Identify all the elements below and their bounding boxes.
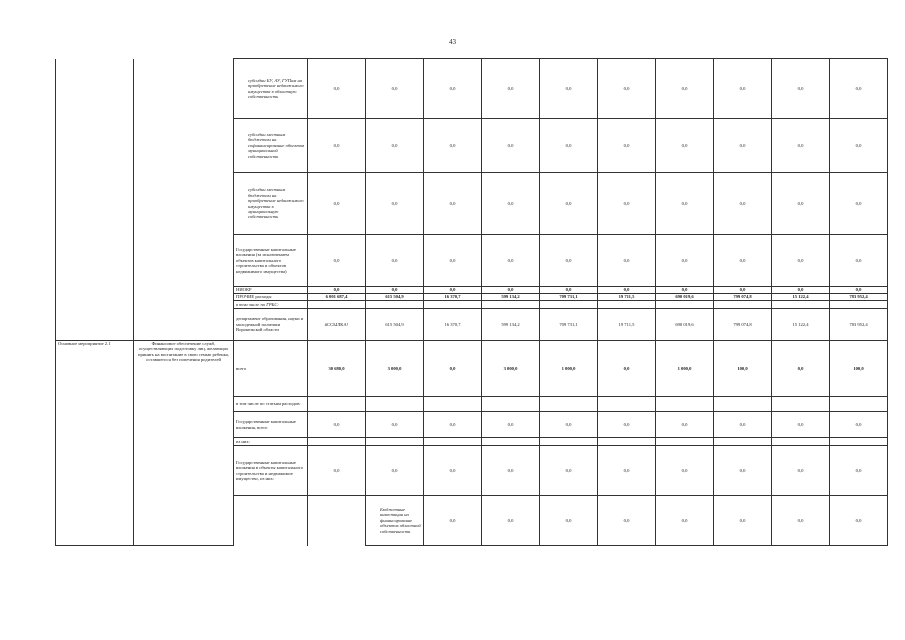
value-cell: 0,0 (830, 446, 888, 496)
row-label: Бюджетные инвестиции на финансирование объектов областной собственности (366, 496, 424, 546)
value-cell (830, 301, 888, 309)
value-cell: 0,0 (598, 412, 656, 438)
value-cell: 0,0 (482, 496, 540, 546)
value-cell: 0,0 (714, 412, 772, 438)
value-cell: 0,0 (366, 235, 424, 287)
value-cell: 0,0 (772, 119, 830, 173)
value-cell: 0,0 (772, 287, 830, 294)
value-cell: 16 370,7 (424, 294, 482, 301)
value-cell: 0,0 (772, 412, 830, 438)
value-cell: 0,0 (540, 496, 598, 546)
value-cell (598, 301, 656, 309)
value-cell: 6 001 687,4 (308, 294, 366, 301)
value-cell: 0,0 (308, 446, 366, 496)
value-cell: 0,0 (424, 119, 482, 173)
table-row (56, 341, 888, 397)
value-cell: 0,0 (772, 173, 830, 235)
row-label: НИОКР (234, 287, 308, 294)
value-cell: 0,0 (482, 446, 540, 496)
row-label: Государственные капитальные вложения в объекты капитального строительства и недвижимое имущество, из них: (234, 446, 308, 496)
value-cell: 709 731,1 (540, 309, 598, 341)
value-cell: 15 122,4 (772, 309, 830, 341)
row-label: из них: (234, 438, 308, 446)
value-cell: 0,0 (598, 235, 656, 287)
value-cell: 0,0 (830, 119, 888, 173)
value-cell: 615 504,9 (366, 309, 424, 341)
value-cell: 783 952,4 (830, 309, 888, 341)
value-cell: 0,0 (424, 412, 482, 438)
row-label: субсидии местным бюджетам на софинансирование объектов муниципальной собственности (234, 119, 308, 173)
value-cell: 0,0 (540, 173, 598, 235)
value-cell: 0,0 (482, 412, 540, 438)
value-cell: 0,0 (772, 446, 830, 496)
event-name-cell-empty (308, 496, 366, 546)
value-cell: 0,0 (598, 341, 656, 397)
value-cell: 0,0 (540, 59, 598, 119)
value-cell: 0,0 (772, 341, 830, 397)
value-cell (540, 397, 598, 412)
value-cell: 0,0 (656, 119, 714, 173)
value-cell (366, 397, 424, 412)
value-cell: 615 504,9 (366, 294, 424, 301)
value-cell: 0,0 (308, 412, 366, 438)
value-cell: #ССЫЛКА! (308, 309, 366, 341)
value-cell (830, 397, 888, 412)
value-cell (598, 397, 656, 412)
value-cell: 783 952,4 (830, 294, 888, 301)
value-cell: 0,0 (714, 59, 772, 119)
value-cell: 0,0 (598, 59, 656, 119)
value-cell: 0,0 (714, 119, 772, 173)
value-cell: 0,0 (598, 287, 656, 294)
value-cell: 0,0 (424, 496, 482, 546)
event-code-cell-empty (56, 59, 134, 341)
row-label: всего (234, 341, 308, 397)
value-cell: 0,0 (424, 341, 482, 397)
row-label: департамент образования, науки и молодежной политики Воронежской области (234, 309, 308, 341)
value-cell: 0,0 (656, 235, 714, 287)
value-cell (772, 397, 830, 412)
value-cell: 0,0 (308, 59, 366, 119)
value-cell: 0,0 (714, 446, 772, 496)
value-cell (366, 301, 424, 309)
value-cell (598, 438, 656, 446)
value-cell (424, 438, 482, 446)
value-cell: 690 019,6 (656, 309, 714, 341)
value-cell: 0,0 (366, 446, 424, 496)
value-cell: 709 731,1 (540, 294, 598, 301)
value-cell (772, 301, 830, 309)
value-cell (482, 301, 540, 309)
value-cell: 0,0 (308, 119, 366, 173)
value-cell: 0,0 (366, 119, 424, 173)
value-cell: 0,0 (540, 287, 598, 294)
value-cell: 0,0 (598, 173, 656, 235)
value-cell: 0,0 (656, 446, 714, 496)
value-cell: 0,0 (308, 235, 366, 287)
value-cell: 0,0 (598, 496, 656, 546)
value-cell (308, 301, 366, 309)
value-cell (308, 438, 366, 446)
value-cell: 0,0 (714, 287, 772, 294)
value-cell: 3 000,0 (366, 341, 424, 397)
value-cell (830, 438, 888, 446)
event-code-cell-empty (234, 496, 308, 546)
value-cell: 0,0 (598, 119, 656, 173)
value-cell: 0,0 (424, 446, 482, 496)
value-cell: 30 680,0 (308, 341, 366, 397)
value-cell: 0,0 (656, 412, 714, 438)
event-name: Финансовое обеспечение служб, осуществляющих подготовку лиц, желающих принять на воспитание в свою семью ребенка, оставшегося без попечения родителей (134, 341, 234, 546)
value-cell: 0,0 (540, 119, 598, 173)
value-cell: 0,0 (424, 59, 482, 119)
value-cell (540, 301, 598, 309)
value-cell: 0,0 (482, 287, 540, 294)
value-cell: 0,0 (366, 59, 424, 119)
value-cell: 0,0 (830, 235, 888, 287)
value-cell: 0,0 (656, 496, 714, 546)
event-name-cell-empty (134, 59, 234, 341)
row-label: субсидии БУ, АУ, ГУПам на приобретение недвижимого имущества в областную собственность (234, 59, 308, 119)
value-cell: 100,0 (830, 341, 888, 397)
value-cell: 1 000,0 (656, 341, 714, 397)
value-cell: 0,0 (714, 496, 772, 546)
value-cell (482, 397, 540, 412)
value-cell: 0,0 (772, 235, 830, 287)
value-cell: 0,0 (482, 59, 540, 119)
value-cell (656, 301, 714, 309)
value-cell: 0,0 (656, 59, 714, 119)
value-cell (656, 438, 714, 446)
value-cell: 599 134,2 (482, 309, 540, 341)
value-cell: 0,0 (424, 173, 482, 235)
value-cell (772, 438, 830, 446)
value-cell: 0,0 (714, 235, 772, 287)
value-cell: 0,0 (366, 173, 424, 235)
value-cell (714, 438, 772, 446)
value-cell (714, 397, 772, 412)
value-cell: 0,0 (772, 59, 830, 119)
value-cell: 799 074,8 (714, 294, 772, 301)
value-cell: 0,0 (424, 235, 482, 287)
value-cell: 0,0 (830, 496, 888, 546)
value-cell (424, 301, 482, 309)
value-cell: 0,0 (830, 173, 888, 235)
value-cell: 15 122,4 (772, 294, 830, 301)
row-label: Государственные капитальные вложения, всего (234, 412, 308, 438)
value-cell: 0,0 (772, 496, 830, 546)
value-cell: 690 019,6 (656, 294, 714, 301)
value-cell: 0,0 (830, 287, 888, 294)
value-cell (540, 438, 598, 446)
value-cell: 16 370,7 (424, 309, 482, 341)
value-cell (308, 397, 366, 412)
value-cell: 0,0 (830, 59, 888, 119)
value-cell (366, 438, 424, 446)
value-cell: 1 000,0 (540, 341, 598, 397)
value-cell: 0,0 (482, 173, 540, 235)
value-cell: 799 074,8 (714, 309, 772, 341)
value-cell: 0,0 (540, 446, 598, 496)
row-label: ПРОЧИЕ расходы (234, 294, 308, 301)
value-cell: 0,0 (482, 119, 540, 173)
value-cell: 599 134,2 (482, 294, 540, 301)
value-cell: 0,0 (714, 173, 772, 235)
value-cell: 0,0 (482, 235, 540, 287)
value-cell: 0,0 (656, 287, 714, 294)
value-cell: 0,0 (424, 287, 482, 294)
value-cell: 0,0 (830, 412, 888, 438)
value-cell (656, 397, 714, 412)
value-cell: 0,0 (366, 287, 424, 294)
row-label: в том числе по ГРБС: (234, 301, 308, 309)
value-cell (482, 438, 540, 446)
value-cell: 19 711,5 (598, 294, 656, 301)
value-cell: 0,0 (540, 412, 598, 438)
page-number: 43 (449, 38, 456, 46)
value-cell: 19 711,5 (598, 309, 656, 341)
value-cell: 3 000,0 (482, 341, 540, 397)
table-row (56, 59, 888, 119)
value-cell: 0,0 (656, 173, 714, 235)
value-cell (424, 397, 482, 412)
value-cell: 0,0 (598, 446, 656, 496)
value-cell: 0,0 (366, 412, 424, 438)
value-cell: 0,0 (308, 173, 366, 235)
value-cell: 100,0 (714, 341, 772, 397)
row-label: субсидии местным бюджетам на приобретение недвижимого имущества в муниципальную собственность (234, 173, 308, 235)
row-label: в том числе по статьям расходов: (234, 397, 308, 412)
event-code: Основное мероприятие 2.1 (56, 341, 134, 546)
budget-table (55, 58, 888, 546)
value-cell: 0,0 (308, 287, 366, 294)
value-cell (714, 301, 772, 309)
row-label: Государственные капитальные вложения (за исключением объектов капитального строительства и объектов недвижимого имущества) (234, 235, 308, 287)
value-cell: 0,0 (540, 235, 598, 287)
